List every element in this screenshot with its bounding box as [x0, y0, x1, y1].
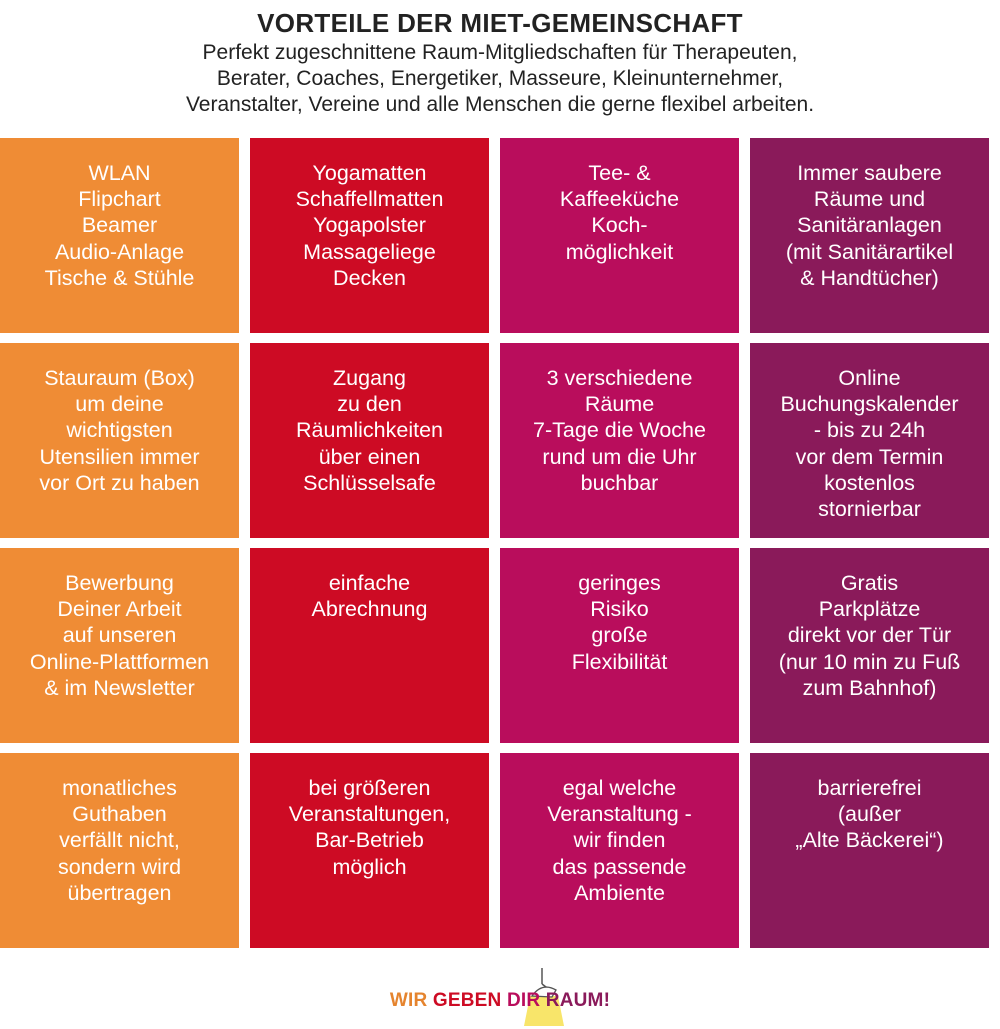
- benefit-tile-online-booking: Online Buchungskalender - bis zu 24h vor dem Termin kostenlos stornierbar: [750, 343, 989, 538]
- benefit-tile-kitchen: Tee- & Kaffeeküche Koch- möglichkeit: [500, 138, 739, 333]
- benefit-tile-storage: Stauraum (Box) um deine wichtigsten Utensilien immer vor Ort zu haben: [0, 343, 239, 538]
- page-subtitle: Perfekt zugeschnittene Raum-Mitgliedschaften für Therapeuten, Berater, Coaches, Energetiker, Masseure, Kleinunternehmer, Veranstalter, Vereine und alle Menschen die gerne flexibel arbeiten.: [185, 41, 815, 116]
- benefit-tile-billing: einfache Abrechnung: [250, 548, 489, 743]
- footer-logo: [0, 990, 1000, 1012]
- benefit-tile-key-safe: Zugang zu den Räumlichkeiten über einen Schlüsselsafe: [250, 343, 489, 538]
- benefit-tile-credit: monatliches Guthaben verfällt nicht, sondern wird übertragen: [0, 753, 239, 948]
- logo-word-raum: RAUM!: [545, 990, 611, 1011]
- benefit-tile-rooms: 3 verschiedene Räume 7-Tage die Woche rund um die Uhr buchbar: [500, 343, 739, 538]
- page-title: VORTEILE DER MIET-GEMEINSCHAFT: [257, 8, 743, 38]
- benefit-tile-accessibility: barrierefrei (außer „Alte Bäckerei“): [750, 753, 989, 948]
- logo-word-dir: DIR: [506, 990, 541, 1011]
- benefit-tile-parking: Gratis Parkplätze direkt vor der Tür (nur 10 min zu Fuß zum Bahnhof): [750, 548, 989, 743]
- header: [0, 6, 1000, 118]
- benefits-grid: [0, 138, 1000, 948]
- benefit-tile-promotion: Bewerbung Deiner Arbeit auf unseren Online-Plattformen & im Newsletter: [0, 548, 239, 743]
- logo-word-geben: GEBEN: [432, 990, 502, 1011]
- benefit-tile-yoga-equipment: Yogamatten Schaffellmatten Yogapolster Massageliege Decken: [250, 138, 489, 333]
- benefit-tile-equipment: WLAN Flipchart Beamer Audio-Anlage Tische & Stühle: [0, 138, 239, 333]
- benefit-tile-ambience: egal welche Veranstaltung - wir finden das passende Ambiente: [500, 753, 739, 948]
- benefit-tile-clean-rooms: Immer saubere Räume und Sanitäranlagen (mit Sanitärartikel & Handtücher): [750, 138, 989, 333]
- benefit-tile-events-bar: bei größeren Veranstaltungen, Bar-Betrieb möglich: [250, 753, 489, 948]
- benefit-tile-flexibility: geringes Risiko große Flexibilität: [500, 548, 739, 743]
- logo-word-wir: WIR: [389, 990, 428, 1011]
